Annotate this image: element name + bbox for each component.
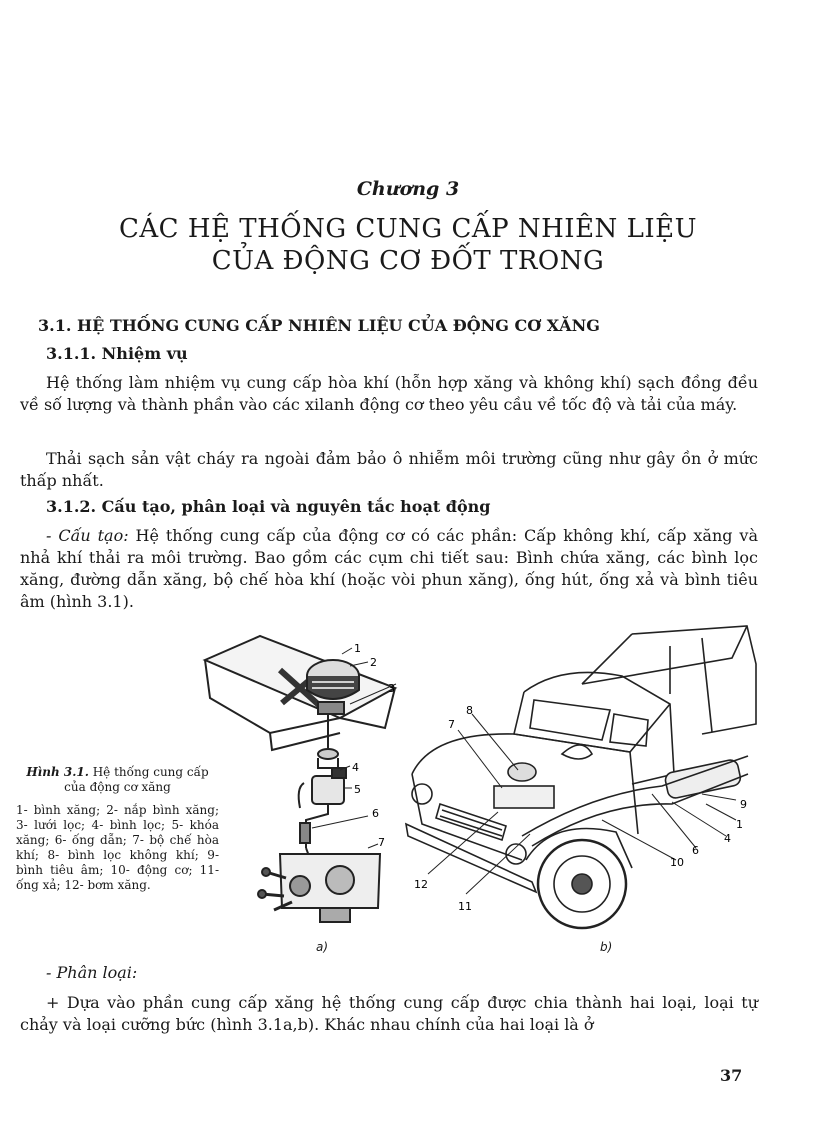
caption-head-text: Hệ thống cung cấp của động cơ xăng xyxy=(64,765,209,794)
callout-b-12: 12 xyxy=(414,878,428,891)
paragraph-classify-text: + Dựa vào phần cung cấp xăng hệ thống cung cấp được chia thành hai loại, loại tự chảy và loại cưỡng bức (hình 3.1a,b). Khác nhau chính của hai loại là ở xyxy=(20,993,758,1034)
callout-b-6: 6 xyxy=(692,844,699,857)
paragraph-exhaust-text: Thải sạch sản vật cháy ra ngoài đảm bảo ô nhiễm môi trường cũng như gây ồn ở mức thấp nhất. xyxy=(20,449,758,490)
classify-label: - Phân loại: xyxy=(46,963,138,982)
callout-b-11: 11 xyxy=(458,900,472,913)
callout-b-10: 10 xyxy=(670,856,684,869)
figure-label-b: b) xyxy=(600,940,613,954)
paragraph-task xyxy=(20,372,758,416)
callout-a-2: 2 xyxy=(370,656,377,669)
structure-lead: - Cấu tạo: xyxy=(46,526,129,545)
section-heading-3-1-2: 3.1.2. Cấu tạo, phân loại và nguyên tắc hoạt động xyxy=(46,497,491,516)
figure-label-a: a) xyxy=(316,940,329,954)
paragraph-classify xyxy=(20,992,758,1036)
paragraph-structure xyxy=(20,525,758,613)
callout-b-8: 8 xyxy=(466,704,473,717)
callout-a-5: 5 xyxy=(354,783,361,796)
callout-a-4: 4 xyxy=(352,761,359,774)
caption-title: Hình 3.1. xyxy=(26,765,89,779)
fuel-line-drawing xyxy=(258,714,380,922)
paragraph-task-text: Hệ thống làm nhiệm vụ cung cấp hòa khí (hỗn hợp xăng và không khí) sạch đồng đều về số lượng và thành phần vào các xilanh động cơ theo yêu cầu về tốc độ và tải của máy. xyxy=(20,373,758,414)
section-heading-3-1: 3.1. HỆ THỐNG CUNG CẤP NHIÊN LIỆU CỦA ĐỘNG CƠ XĂNG xyxy=(38,316,600,335)
caption-legend: 1- bình xăng; 2- nắp bình xăng; 3- lưới lọc; 4- bình lọc; 5- khóa xăng; 6- ống dẫn; 7- bộ chế hòa khí; 8- bình lọc không khí; 9- bình tiêu âm; 10- động cơ; 11- ống xả; 12- bơm xăng. xyxy=(16,803,219,892)
chapter-title-line-1: CÁC HỆ THỐNG CUNG CẤP NHIÊN LIỆU xyxy=(119,214,697,244)
chapter-title-line-2: CỦA ĐỘNG CƠ ĐỐT TRONG xyxy=(211,246,605,276)
callout-b-7: 7 xyxy=(448,718,455,731)
section-heading-3-1-1: 3.1.1. Nhiệm vụ xyxy=(46,344,188,363)
caption-header xyxy=(16,765,219,795)
truck-diagram-b xyxy=(402,624,758,942)
paragraph-exhaust xyxy=(20,448,758,492)
chapter-heading: Chương 3 xyxy=(356,178,460,200)
fuel-tank-drawing xyxy=(205,636,395,750)
callout-b-1: 1 xyxy=(736,818,743,831)
page-number: 37 xyxy=(720,1066,743,1085)
callout-leaders-b xyxy=(428,714,736,894)
callout-a-1: 1 xyxy=(354,642,361,655)
truck-drawing xyxy=(406,626,756,928)
callout-a-6: 6 xyxy=(372,807,379,820)
callout-a-7: 7 xyxy=(378,836,385,849)
callout-b-4: 4 xyxy=(724,832,731,845)
figure-caption xyxy=(16,765,219,893)
paragraph-structure-text: Hệ thống cung cấp của động cơ có các phần: Cấp không khí, cấp xăng và nhả khí thải ra môi trường. Bao gồm các cụm chi tiết sau: Bình chứa xăng, các bình lọc xăng, đường dẫn xăng, bộ chế hòa khí (hoặc vòi phun xăng), ống hút, ống xả và bình tiêu âm (hình 3.1). xyxy=(20,526,759,611)
callout-a-3: 3 xyxy=(388,682,395,695)
fuel-tank-diagram-a xyxy=(200,618,400,958)
callout-b-9: 9 xyxy=(740,798,747,811)
